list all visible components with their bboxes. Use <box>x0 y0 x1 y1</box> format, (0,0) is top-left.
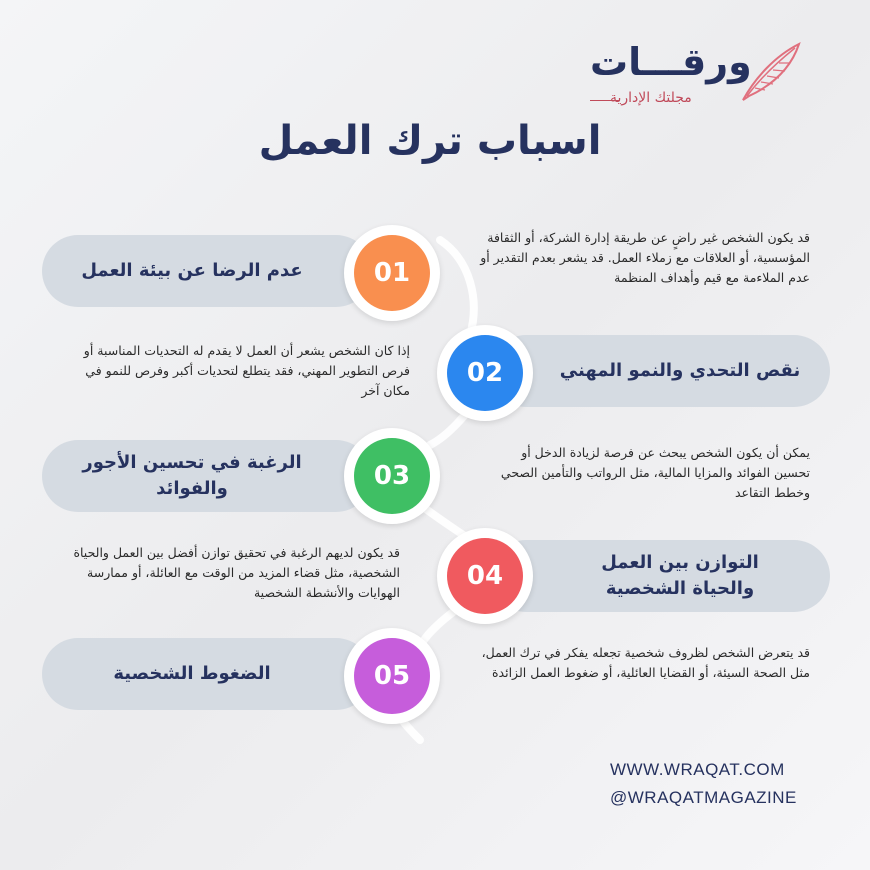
reason-card-5 <box>42 638 372 710</box>
reason-badge-2 <box>437 325 533 421</box>
reason-number-3: 03 <box>354 438 430 514</box>
brand-tagline: مجلتك الإدارية <box>610 90 692 106</box>
reason-badge-4 <box>437 528 533 624</box>
reason-description-4: قد يكون لديهم الرغبة في تحقيق توازن أفضل بين العمل والحياة الشخصية، مثل قضاء المزيد من الوقت مع العائلة، أو ممارسة الهوايات والأنشطة الشخصية <box>73 545 400 600</box>
reason-number-1: 01 <box>354 235 430 311</box>
reason-description-2: إذا كان الشخص يشعر أن العمل لا يقدم له التحديات المناسبة أو فرص التطوير المهني، فقد يتطلع لتحديات أكبر وفرص للنمو في مكان آخر <box>83 343 410 398</box>
reason-description-5: قد يتعرض الشخص لظروف شخصية تجعله يفكر في ترك العمل، مثل الصحة السيئة، أو القضايا العائلية، أو ضغوط العمل الزائدة <box>481 645 810 680</box>
social-handle[interactable]: @WRAQATMAGAZINE <box>610 788 797 807</box>
reason-label-5: الضغوط الشخصية <box>113 662 271 684</box>
reason-description-1: قد يكون الشخص غير راضٍ عن طريقة إدارة الشركة، أو الثقافة المؤسسية، أو العلاقات مع زملاء العمل. قد يشعر بعدم التقدير أو عدم الملاءمة مع قيم وأهداف المنظمة <box>480 230 810 285</box>
reason-number-4: 04 <box>447 538 523 614</box>
reason-badge-1 <box>344 225 440 321</box>
reason-description-3: يمكن أن يكون الشخص يبحث عن فرصة لزيادة الدخل أو تحسين الفوائد والمزايا المالية، مثل الرواتب والتأمين الصحي وخطط التقاعد <box>500 445 810 500</box>
reason-badge-5 <box>344 628 440 724</box>
reason-label-4: التوازن بين العمل والحياة الشخصية <box>601 551 759 599</box>
brand-name: ورقـــات <box>590 40 752 84</box>
page-title: اسباب ترك العمل <box>258 118 602 164</box>
website-link[interactable]: WWW.WRAQAT.COM <box>610 760 785 779</box>
reason-number-5: 05 <box>354 638 430 714</box>
reason-card-4 <box>490 540 830 612</box>
reason-number-2: 02 <box>447 335 523 411</box>
reason-card-1 <box>42 235 372 307</box>
reason-label-1: عدم الرضا عن بيئة العمل <box>81 259 303 281</box>
reason-card-3 <box>42 440 372 512</box>
reason-label-2: نقص التحدي والنمو المهني <box>559 359 801 381</box>
reason-card-2 <box>490 335 830 407</box>
reason-badge-3 <box>344 428 440 524</box>
reason-label-3: الرغبة في تحسين الأجور والفوائد <box>82 451 302 499</box>
